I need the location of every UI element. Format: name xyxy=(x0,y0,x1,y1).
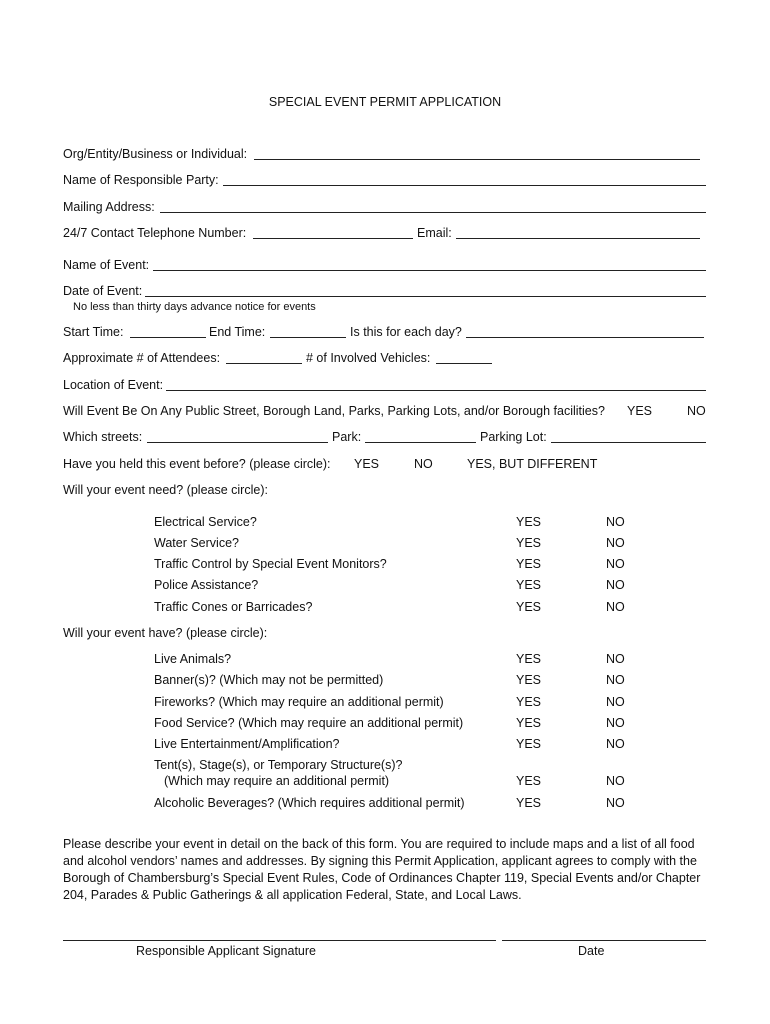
need-no[interactable]: NO xyxy=(606,557,625,571)
phone-label: 24/7 Contact Telephone Number: xyxy=(63,226,247,240)
have-yes[interactable]: YES xyxy=(516,695,542,709)
signature-line[interactable] xyxy=(63,940,496,941)
public-question: Will Event Be On Any Public Street, Borough Land, Parks, Parking Lots, and/or Borough facilities? xyxy=(63,404,605,418)
attendees-field[interactable] xyxy=(226,363,302,364)
email-field[interactable] xyxy=(456,238,700,239)
held-no[interactable]: NO xyxy=(414,457,433,471)
email-label: Email: xyxy=(417,226,452,240)
page-title: SPECIAL EVENT PERMIT APPLICATION xyxy=(268,95,502,109)
have-item-label: Banner(s)? (Which may not be permitted) xyxy=(154,673,384,687)
vehicles-field[interactable] xyxy=(436,363,492,364)
event-date-label: Date of Event: xyxy=(63,284,143,298)
responsible-party-label: Name of Responsible Party: xyxy=(63,173,219,187)
have-no[interactable]: NO xyxy=(606,796,625,810)
public-yes[interactable]: YES xyxy=(627,404,653,418)
each-day-field[interactable] xyxy=(466,337,704,338)
have-yes[interactable]: YES xyxy=(516,796,542,810)
date-label: Date xyxy=(578,944,605,958)
have-item-sublabel: (Which may require an additional permit) xyxy=(164,774,390,788)
have-item-label: Food Service? (Which may require an additional permit) xyxy=(154,716,464,730)
have-no[interactable]: NO xyxy=(606,716,625,730)
have-yes[interactable]: YES xyxy=(516,673,542,687)
event-date-field[interactable] xyxy=(145,296,706,297)
have-heading: Will your event have? (please circle): xyxy=(63,626,268,640)
need-no[interactable]: NO xyxy=(606,578,625,592)
need-yes[interactable]: YES xyxy=(516,515,542,529)
have-yes[interactable]: YES xyxy=(516,737,542,751)
need-item-label: Electrical Service? xyxy=(154,515,257,529)
held-before-label: Have you held this event before? (please circle): xyxy=(63,457,331,471)
org-field[interactable] xyxy=(254,159,700,160)
phone-field[interactable] xyxy=(253,238,413,239)
have-yes[interactable]: YES xyxy=(516,774,542,788)
need-item-label: Police Assistance? xyxy=(154,578,259,592)
have-no[interactable]: NO xyxy=(606,774,625,788)
need-no[interactable]: NO xyxy=(606,515,625,529)
org-label: Org/Entity/Business or Individual: xyxy=(63,147,248,161)
date-line[interactable] xyxy=(502,940,706,941)
park-field[interactable] xyxy=(365,442,476,443)
end-time-field[interactable] xyxy=(270,337,346,338)
vehicles-label: # of Involved Vehicles: xyxy=(306,351,431,365)
have-item-label: Live Entertainment/Amplification? xyxy=(154,737,340,751)
have-no[interactable]: NO xyxy=(606,652,625,666)
location-label: Location of Event: xyxy=(63,378,164,392)
held-different[interactable]: YES, BUT DIFFERENT xyxy=(467,457,598,471)
parking-lot-label: Parking Lot: xyxy=(480,430,547,444)
need-yes[interactable]: YES xyxy=(516,600,542,614)
need-item-label: Traffic Cones or Barricades? xyxy=(154,600,313,614)
have-yes[interactable]: YES xyxy=(516,716,542,730)
streets-field[interactable] xyxy=(147,442,328,443)
location-field[interactable] xyxy=(166,390,706,391)
held-yes[interactable]: YES xyxy=(354,457,380,471)
streets-label: Which streets: xyxy=(63,430,143,444)
have-item-label: Alcoholic Beverages? (Which requires additional permit) xyxy=(154,796,465,810)
have-item-label: Fireworks? (Which may require an additional permit) xyxy=(154,695,444,709)
event-name-label: Name of Event: xyxy=(63,258,150,272)
start-time-field[interactable] xyxy=(130,337,206,338)
public-no[interactable]: NO xyxy=(687,404,706,418)
need-item-label: Traffic Control by Special Event Monitors? xyxy=(154,557,387,571)
start-time-label: Start Time: xyxy=(63,325,124,339)
need-item-label: Water Service? xyxy=(154,536,239,550)
have-item-label: Live Animals? xyxy=(154,652,232,666)
description-paragraph: Please describe your event in detail on the back of this form. You are required to include maps and a list of all food and alcohol vendors’ names and addresses. By signing this Permit Application, applicant agrees to comply with the Borough of Chambersburg’s Special Event Rules, Code of Ordinances Chapter 119, Special Events and/or Chapter 204, Parades & Public Gatherings & all application Federal, State, and Local Laws. xyxy=(63,837,701,902)
park-label: Park: xyxy=(332,430,362,444)
need-no[interactable]: NO xyxy=(606,536,625,550)
need-heading: Will your event need? (please circle): xyxy=(63,483,268,497)
mailing-address-label: Mailing Address: xyxy=(63,200,155,214)
mailing-address-field[interactable] xyxy=(160,212,706,213)
need-yes[interactable]: YES xyxy=(516,578,542,592)
each-day-label: Is this for each day? xyxy=(350,325,462,339)
attendees-label: Approximate # of Attendees: xyxy=(63,351,221,365)
need-yes[interactable]: YES xyxy=(516,536,542,550)
end-time-label: End Time: xyxy=(209,325,266,339)
have-item-label: Tent(s), Stage(s), or Temporary Structure(s)? xyxy=(154,758,403,772)
event-name-field[interactable] xyxy=(153,270,706,271)
date-note: No less than thirty days advance notice for events xyxy=(73,301,316,313)
parking-lot-field[interactable] xyxy=(551,442,706,443)
have-no[interactable]: NO xyxy=(606,737,625,751)
have-no[interactable]: NO xyxy=(606,673,625,687)
signature-label: Responsible Applicant Signature xyxy=(136,944,316,958)
need-no[interactable]: NO xyxy=(606,600,625,614)
need-yes[interactable]: YES xyxy=(516,557,542,571)
have-no[interactable]: NO xyxy=(606,695,625,709)
have-yes[interactable]: YES xyxy=(516,652,542,666)
responsible-party-field[interactable] xyxy=(223,185,706,186)
